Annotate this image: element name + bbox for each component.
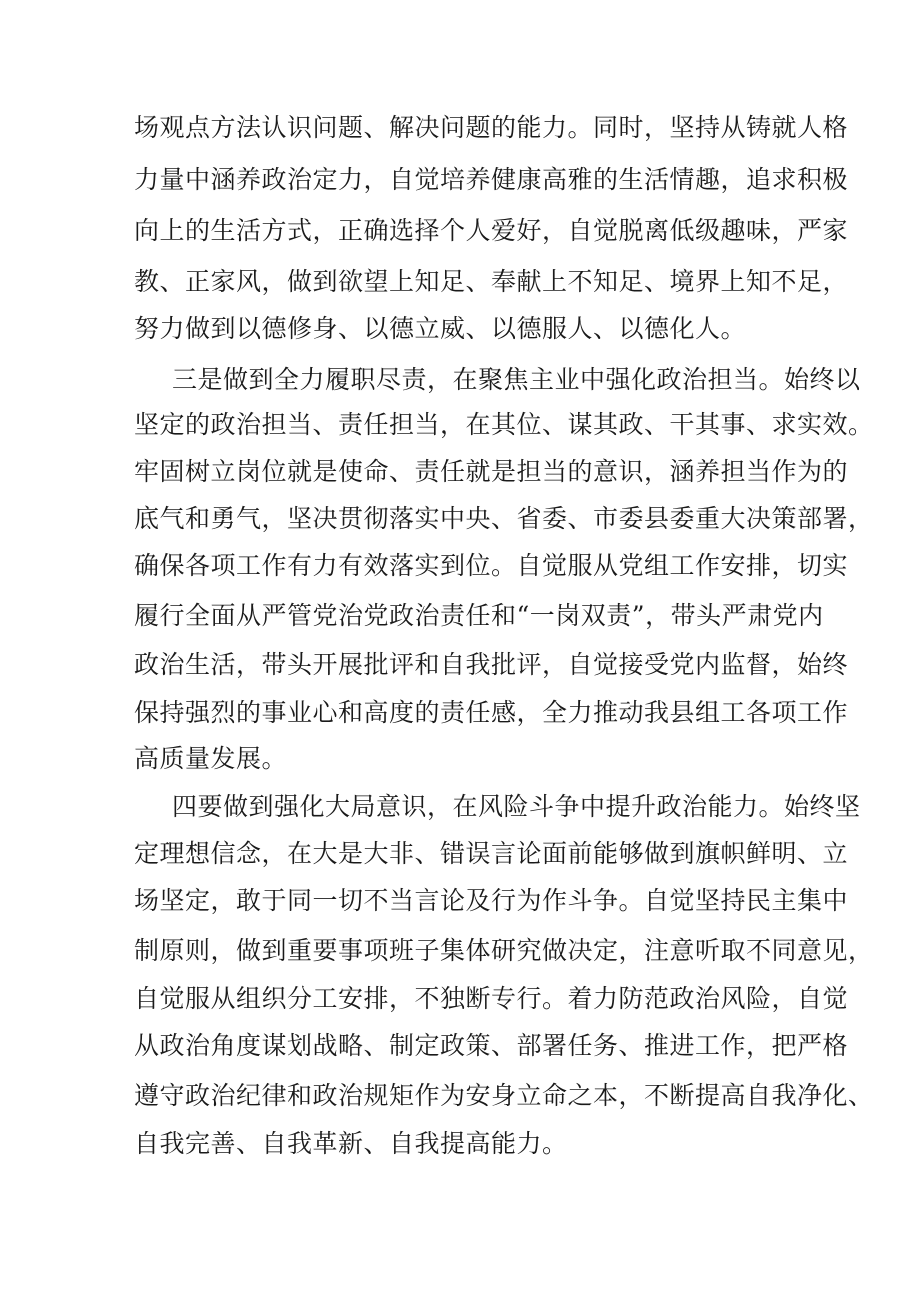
text-line: 坚定的政治担当、责任担当，在其位、谋其政、干其事、求实效。 bbox=[134, 410, 874, 439]
text-line: 遵守政治纪律和政治规矩作为安身立命之本，不断提高自我净化、 bbox=[134, 1081, 874, 1110]
text-line: 三是做到全力履职尽责，在聚焦主业中强化政治担当。始终以 bbox=[172, 365, 861, 394]
text-line: 从政治角度谋划战略、制定政策、部署任务、推进工作，把严格 bbox=[134, 1031, 849, 1060]
text-line: 场观点方法认识问题、解决问题的能力。同时，坚持从铸就人格 bbox=[134, 113, 849, 142]
text-line: 牢固树立岗位就是使命、责任就是担当的意识，涵养担当作为的 bbox=[134, 457, 849, 486]
text-line: 努力做到以德修身、以德立威、以德服人、以德化人。 bbox=[134, 314, 747, 343]
text-line: 制原则，做到重要事项班子集体研究做决定，注意听取不同意见， bbox=[134, 936, 874, 965]
text-line: 教、正家风，做到欲望上知足、奉献上不知足、境界上知不足， bbox=[134, 267, 849, 296]
text-line: 政治生活，带头开展批评和自我批评，自觉接受党内监督，始终 bbox=[134, 650, 849, 679]
text-line: 确保各项工作有力有效落实到位。自觉服从党组工作安排，切实 bbox=[134, 551, 849, 580]
text-line: 四要做到强化大局意识，在风险斗争中提升政治能力。始终坚 bbox=[172, 792, 861, 821]
text-line: 底气和勇气，坚决贯彻落实中央、省委、市委县委重大决策部署， bbox=[134, 504, 874, 533]
text-line: 自觉服从组织分工安排，不独断专行。着力防范政治风险，自觉 bbox=[134, 984, 849, 1013]
text-line: 保持强烈的事业心和高度的责任感，全力推动我县组工各项工作 bbox=[134, 698, 849, 727]
text-line: 自我完善、自我革新、自我提高能力。 bbox=[134, 1129, 568, 1158]
text-line: 场坚定，敢于同一切不当言论及行为作斗争。自觉坚持民主集中 bbox=[134, 886, 849, 915]
text-line: 力量中涵养政治定力，自觉培养健康高雅的生活情趣，追求积极 bbox=[134, 165, 849, 194]
text-line: 履行全面从严管党治党政治责任和“一岗双责”，带头严肃党内 bbox=[134, 601, 824, 630]
text-line: 向上的生活方式，正确选择个人爱好，自觉脱离低级趣味，严家 bbox=[134, 216, 849, 245]
text-line: 定理想信念，在大是大非、错误言论面前能够做到旗帜鲜明、立 bbox=[134, 839, 849, 868]
text-line: 高质量发展。 bbox=[134, 744, 288, 773]
